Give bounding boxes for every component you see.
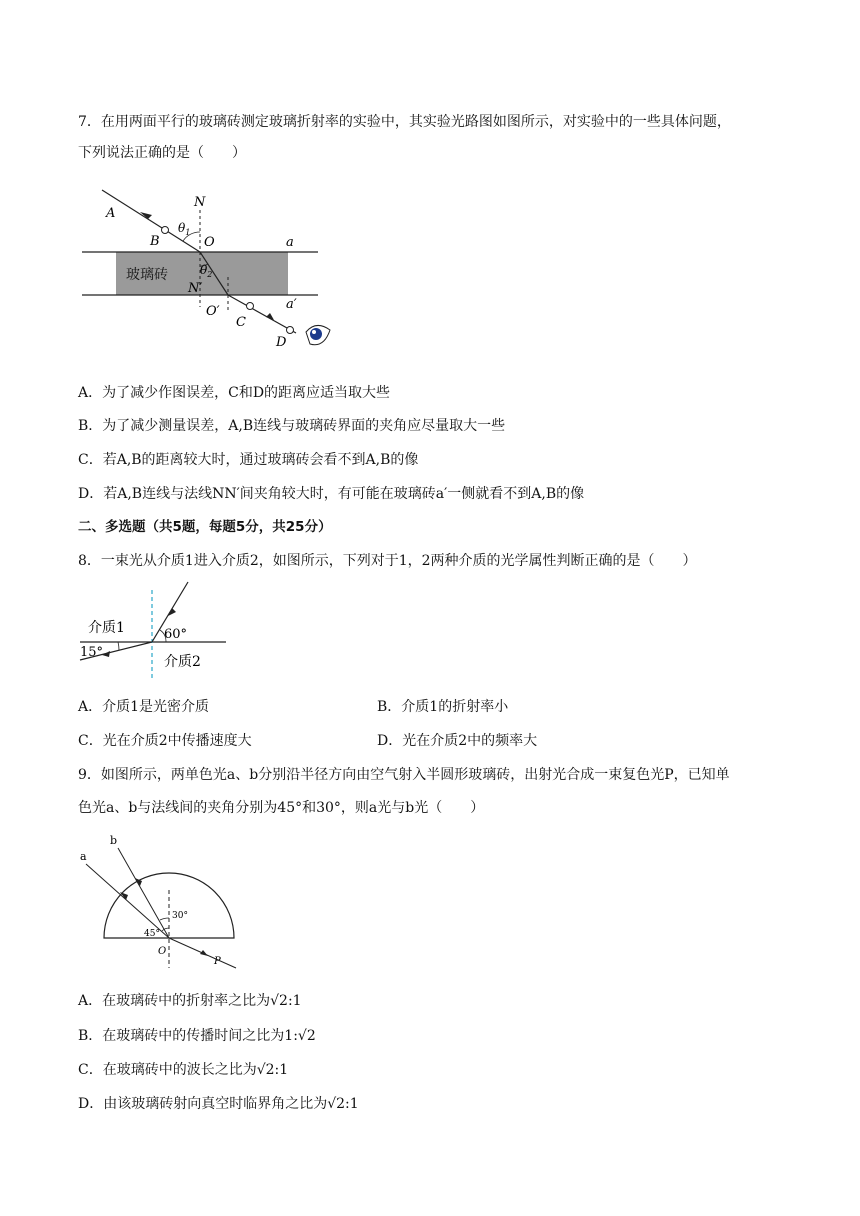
label-angle-30: 30°: [172, 911, 188, 921]
q7-stem-line1: 7．在用两面平行的玻璃砖测定玻璃折射率的实验中，其实验光路图如图所示，对实验中的一些具体问题，: [78, 114, 731, 130]
label-exit-P: P: [214, 956, 221, 967]
label-a: a: [286, 235, 294, 250]
label-C: C: [236, 315, 246, 330]
q7-option-a: A．为了减少作图误差，C和D的距离应适当取大些: [78, 385, 391, 401]
q7-option-c: C．若A,B的距离较大时，通过玻璃砖会看不到A,B的像: [78, 452, 419, 468]
label-N-prime: N′: [188, 281, 203, 296]
q8-stem: 8．一束光从介质1进入介质2，如图所示，下列对于1，2两种介质的光学属性判断正确的是（ ）: [78, 553, 697, 569]
label-theta1: $\theta_1$: [178, 221, 191, 237]
section-multiple-choice: 二、多选题（共5题，每题5分，共25分）: [78, 519, 332, 535]
label-medium1: 介质1: [88, 620, 125, 636]
q7-figure: [78, 182, 348, 357]
label-D: D: [276, 335, 287, 350]
q8-option-b: B．介质1的折射率小: [377, 699, 509, 715]
label-theta2: $\theta_2$: [200, 263, 213, 279]
q9-option-a: A．在玻璃砖中的折射率之比为√2:1: [78, 993, 302, 1009]
label-B: B: [150, 234, 160, 249]
label-angle-60: 60°: [164, 627, 188, 642]
q8-option-d: D．光在介质2中的频率大: [377, 733, 538, 749]
label-A: A: [106, 206, 116, 221]
q9-option-b: B．在玻璃砖中的传播时间之比为1:√2: [78, 1028, 316, 1044]
q7-stem-line2: 下列说法正确的是（ ）: [78, 145, 246, 161]
label-O-prime: O′: [206, 304, 220, 319]
label-N: N: [194, 195, 206, 210]
q9-figure: [78, 834, 243, 974]
glass-label: 玻璃砖: [126, 267, 168, 283]
q8-option-a: A．介质1是光密介质: [78, 699, 210, 715]
q8-figure: [78, 580, 238, 680]
q9-stem-line1: 9．如图所示，两单色光a、b分别沿半径方向由空气射入半圆形玻璃砖，出射光合成一束复色光P，已知单: [78, 767, 730, 783]
q8-option-c: C．光在介质2中传播速度大: [78, 733, 252, 749]
label-ray-a: a: [80, 850, 87, 863]
label-a-prime: a′: [286, 297, 297, 312]
label-center-O: O: [158, 946, 167, 957]
q7-option-b: B．为了减少测量误差，A,B连线与玻璃砖界面的夹角应尽量取大一些: [78, 418, 506, 434]
label-angle-15: 15°: [80, 645, 104, 660]
label-O: O: [204, 235, 215, 250]
label-ray-b: b: [110, 834, 118, 847]
q9-stem-line2: 色光a、b与法线间的夹角分别为45°和30°，则a光与b光（ ）: [78, 800, 485, 816]
label-medium2: 介质2: [164, 654, 201, 670]
q9-option-c: C．在玻璃砖中的波长之比为√2:1: [78, 1062, 289, 1078]
q9-option-d: D．由该玻璃砖射向真空时临界角之比为√2:1: [78, 1096, 359, 1112]
q7-option-d: D．若A,B连线与法线NN′间夹角较大时，有可能在玻璃砖a′一侧就看不到A,B的像: [78, 486, 585, 502]
label-angle-45: 45°: [144, 929, 160, 939]
